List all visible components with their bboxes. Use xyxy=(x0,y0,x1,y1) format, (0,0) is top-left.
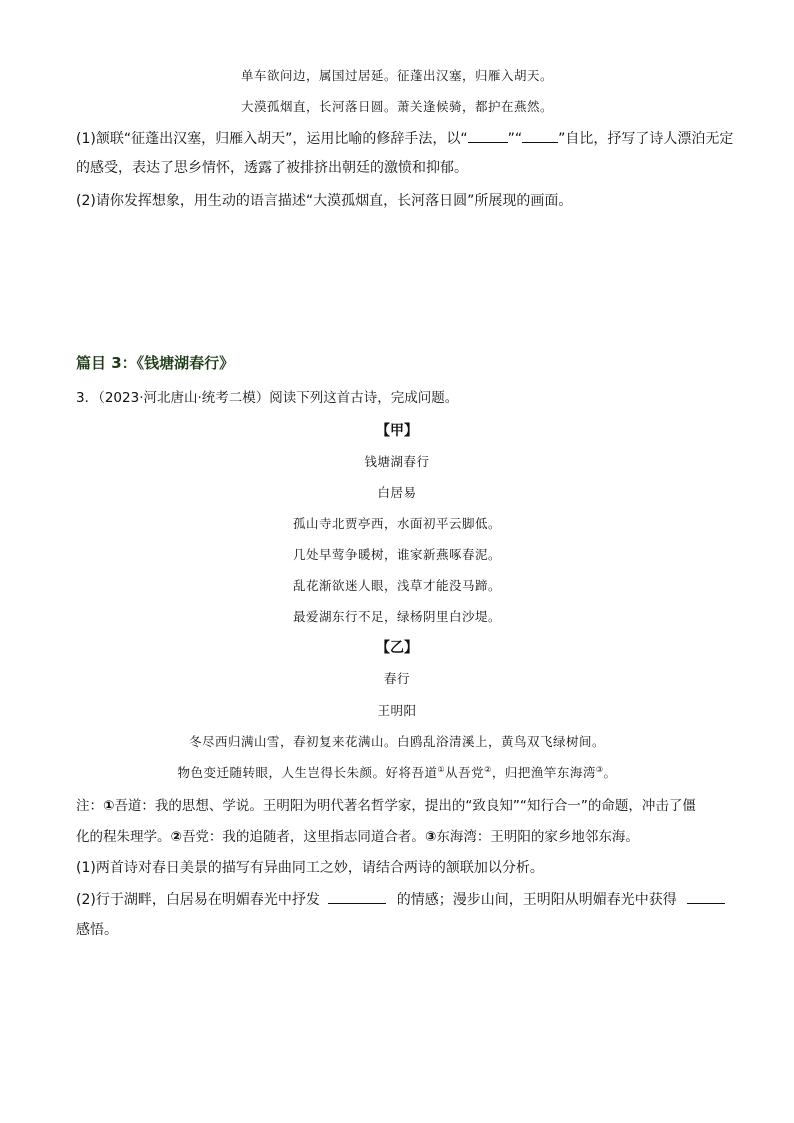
section-heading: 篇目 3：《钱塘湖春行》 xyxy=(76,354,235,372)
question-source: 3．（2023·河北唐山·统考二模）阅读下列这首古诗，完成问题。 xyxy=(76,390,459,406)
poem-line: 单车欲问边，属国过居延。征蓬出汉塞，归雁入胡天。 xyxy=(240,68,553,83)
question-text: 感悟。 xyxy=(76,922,118,938)
poem-line xyxy=(0,763,794,783)
note-text: 化的程朱理学。 xyxy=(76,829,171,845)
answer-blank[interactable] xyxy=(468,128,508,143)
note-number: ③ xyxy=(424,829,437,845)
footnote-marker: ③ xyxy=(595,764,604,774)
question-text: (1)两首诗对春日美景的描写有异曲同工之妙，请结合两诗的颔联加以分析。 xyxy=(76,860,544,876)
poem-author: 王明阳 xyxy=(377,703,417,718)
note-line xyxy=(76,796,696,816)
poem-line: 大漠孤烟直，长河落日圆。萧关逢候骑，都护在燕然。 xyxy=(240,99,553,114)
question-text: 的感受，表达了思乡情怀，透露了被排挤出朝廷的激愤和抑郁。 xyxy=(76,160,468,176)
note-number: ② xyxy=(170,829,182,845)
question-part: ”“ xyxy=(507,131,523,147)
poem-author: 白居易 xyxy=(377,485,417,500)
poem-line: 乱花渐欲迷人眼，浅草才能没马蹄。 xyxy=(292,578,501,593)
poem-label-yi: 【乙】 xyxy=(376,640,418,656)
poem-title: 钱塘湖春行 xyxy=(364,454,430,469)
poem-line: 几处早莺争暖树，谁家新燕啄春泥。 xyxy=(292,547,501,562)
answer-blank[interactable] xyxy=(687,889,725,904)
note-text: 东海湾：王明阳的家乡地邻东海。 xyxy=(436,829,639,845)
poem-title: 春行 xyxy=(383,671,410,686)
question-part: ”自比，抒写了诗人漂泊无定 xyxy=(558,131,734,147)
poem-text: ，归把渔竿东海湾 xyxy=(491,765,596,780)
question-text xyxy=(76,889,725,910)
question-text: (2)请你发挥想象，用生动的语言描述“大漠孤烟直，长河落日圆”所展现的画面。 xyxy=(76,193,573,209)
poem-line: 最爱湖东行不足，绿杨阴里白沙堤。 xyxy=(292,609,501,624)
poem-text: 从吾党 xyxy=(445,765,485,780)
note-prefix: 注： xyxy=(76,798,103,814)
poem-line: 冬尽西归满山雪，春初复来花满山。白鸥乱浴清溪上，黄鸟双飞绿树间。 xyxy=(188,734,605,749)
poem-label-jia: 【甲】 xyxy=(376,423,418,439)
note-text: 吾党：我的追随者，这里指志同道合者。 xyxy=(181,829,425,845)
poem-text: 物色变迁随转眼，人生岂得长朱颜。好将吾道 xyxy=(177,765,438,780)
poem-line: 孤山寺北贾亭西，水面初平云脚低。 xyxy=(292,516,501,531)
answer-blank[interactable] xyxy=(522,128,558,143)
note-text: 吾道：我的思想、学说。王明阳为明代著名哲学家，提出的“致良知”“知行合一”的命题，冲击了僵 xyxy=(114,798,696,814)
question-part: (2)行于湖畔，白居易在明媚春光中抒发 xyxy=(76,892,320,908)
note-line xyxy=(76,827,639,847)
question-text xyxy=(76,128,733,149)
footnote-marker: ② xyxy=(484,764,492,774)
poem-text: 。 xyxy=(603,765,617,780)
footnote-marker: ① xyxy=(437,764,446,774)
note-number: ① xyxy=(103,798,115,814)
question-part: 的情感；漫步山间，王明阳从明媚春光中获得 xyxy=(396,892,677,908)
question-part: (1)颔联“征蓬出汉塞，归雁入胡天”，运用比喻的修辞手法，以“ xyxy=(76,131,468,147)
answer-blank[interactable] xyxy=(328,889,386,904)
